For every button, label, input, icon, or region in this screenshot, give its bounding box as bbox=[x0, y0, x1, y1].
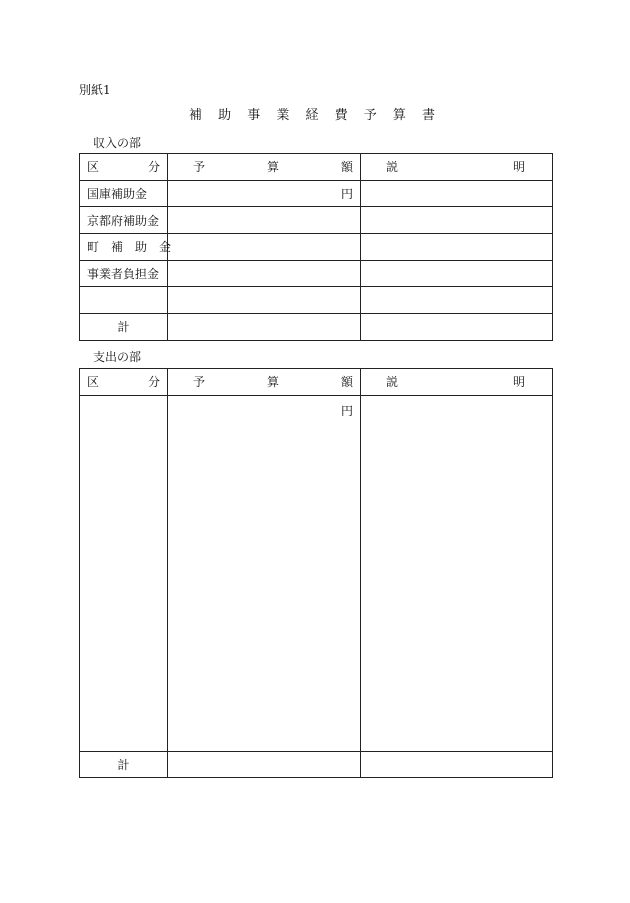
document-title: 補 助 事 業 経 費 予 算 書 bbox=[188, 108, 442, 123]
header-description bbox=[361, 154, 553, 181]
income-amount bbox=[168, 207, 361, 234]
income-row bbox=[80, 180, 553, 207]
income-total-label: 計 bbox=[80, 314, 168, 341]
expense-section-label: 支出の部 bbox=[93, 350, 142, 364]
header-category-char: 分 bbox=[147, 160, 160, 175]
header-category-char: 区 bbox=[87, 160, 100, 175]
header-category bbox=[80, 154, 168, 181]
income-section-label: 収入の部 bbox=[93, 136, 142, 150]
expense-body-row bbox=[80, 395, 553, 751]
income-amount bbox=[168, 260, 361, 287]
header-budget bbox=[168, 154, 361, 181]
income-description bbox=[361, 180, 553, 207]
header-description-char: 説 bbox=[386, 375, 399, 390]
income-row bbox=[80, 207, 553, 234]
income-total-amount bbox=[168, 314, 361, 341]
expense-category-area bbox=[80, 395, 168, 751]
expense-total-description bbox=[361, 751, 553, 778]
expense-table bbox=[79, 368, 553, 778]
income-amount bbox=[168, 287, 361, 314]
header-category-char: 区 bbox=[87, 375, 100, 390]
income-description bbox=[361, 234, 553, 261]
income-row bbox=[80, 234, 553, 261]
header-budget-char: 算 bbox=[266, 375, 279, 390]
header-budget-char: 予 bbox=[193, 375, 206, 390]
expense-amount-unit: 円 bbox=[340, 403, 353, 418]
header-budget-char: 額 bbox=[340, 375, 353, 390]
income-row bbox=[80, 260, 553, 287]
income-category: 国庫補助金 bbox=[80, 180, 168, 207]
income-total-row bbox=[80, 314, 553, 341]
header-description-char: 明 bbox=[512, 160, 525, 175]
expense-total-label: 計 bbox=[80, 751, 168, 778]
income-category: 町 補 助 金 bbox=[80, 234, 168, 261]
income-table bbox=[79, 153, 553, 341]
income-row bbox=[80, 287, 553, 314]
header-category bbox=[80, 369, 168, 396]
expense-header-row bbox=[80, 369, 553, 396]
expense-total-amount bbox=[168, 751, 361, 778]
attachment-label: 別紙1 bbox=[79, 83, 111, 97]
income-total-description bbox=[361, 314, 553, 341]
income-description bbox=[361, 260, 553, 287]
income-category bbox=[80, 287, 168, 314]
income-header-row bbox=[80, 154, 553, 181]
header-budget-char: 額 bbox=[340, 160, 353, 175]
expense-amount-area bbox=[168, 395, 361, 751]
expense-description-area bbox=[361, 395, 553, 751]
income-category: 事業者負担金 bbox=[80, 260, 168, 287]
income-category: 京都府補助金 bbox=[80, 207, 168, 234]
header-budget-char: 予 bbox=[193, 160, 206, 175]
header-description-char: 説 bbox=[386, 160, 399, 175]
income-description bbox=[361, 207, 553, 234]
header-description bbox=[361, 369, 553, 396]
expense-total-row bbox=[80, 751, 553, 778]
header-category-char: 分 bbox=[147, 375, 160, 390]
income-description bbox=[361, 287, 553, 314]
header-description-char: 明 bbox=[512, 375, 525, 390]
income-amount: 円 bbox=[168, 180, 361, 207]
header-budget bbox=[168, 369, 361, 396]
header-budget-char: 算 bbox=[266, 160, 279, 175]
income-amount bbox=[168, 234, 361, 261]
